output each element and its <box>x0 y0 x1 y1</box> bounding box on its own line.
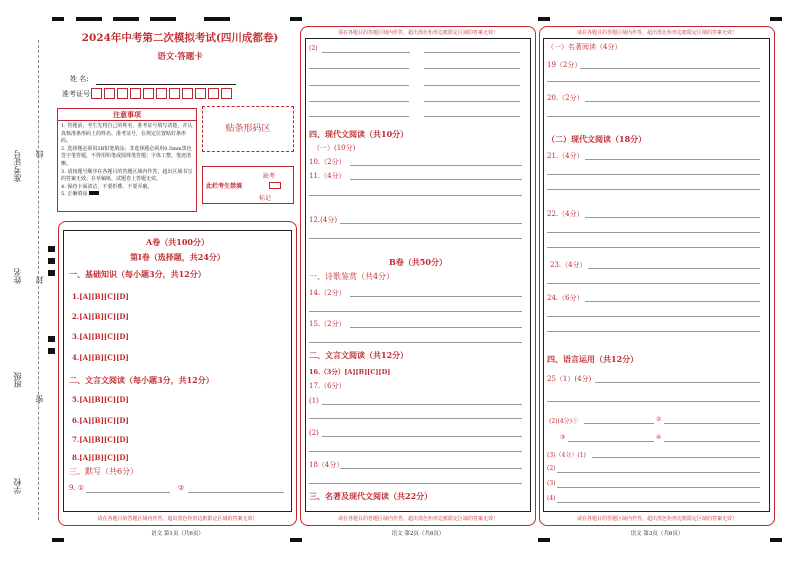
choice-row[interactable]: 8.[A][B][C][D] <box>72 453 129 462</box>
notice-item: 4. 保持卡面清洁，不要折叠、不要弄破。 <box>61 183 153 190</box>
q11-label: 11.（4分） <box>309 172 346 180</box>
registration-mark <box>204 17 230 21</box>
page-title: 2024年中考第二次模拟考试(四川成都卷) <box>81 32 279 44</box>
registration-mark <box>538 538 550 542</box>
page-number: 语文 第1页（共6页） <box>151 531 204 537</box>
registration-mark <box>48 348 55 354</box>
notice-item: 3. 请按题号顺序在各题目的答题区域内作答，超出区域书写的答案无效；在草稿纸、试题卷上答题无效。 <box>61 168 193 183</box>
q25-2b-label: ② <box>656 416 662 423</box>
q25-2c-label: ③ <box>560 434 566 441</box>
section-4-lang-title: 四、语言运用（共12分） <box>547 354 639 364</box>
registration-mark <box>48 258 55 264</box>
seal-line-label: 线 <box>35 150 44 158</box>
binding-line <box>38 40 39 520</box>
name-field[interactable] <box>96 84 236 85</box>
q24-label: 24.（6分） <box>547 294 584 302</box>
answer-line[interactable] <box>86 492 170 493</box>
q-cont-label: (2) <box>309 45 318 52</box>
notice-title: 注意事项 <box>58 109 196 121</box>
q25-3c-label: (3) <box>547 480 556 487</box>
side-exam-no-label: 准考证号 <box>13 150 22 182</box>
barcode-area <box>202 106 294 152</box>
q12-label: 12.(4分) <box>309 216 338 224</box>
q10-label: 10.（2分） <box>309 158 346 166</box>
registration-mark <box>48 270 55 276</box>
footer-warning: 请在各题目的答题区域内作答，超出黑色矩形边框限定区域的答案无效！ <box>97 516 258 522</box>
notice-item: 1. 答题前，考生先将自己的姓名，准考证号填写清楚，并认真核准条形码上的姓名、准考证号，在规定位置贴好条形码。 <box>61 123 193 145</box>
q15-label: 15.（2分） <box>309 320 346 328</box>
notice-item: 2. 选择题必须用2B铅笔填涂；非选择题必须用0.5mm黑色签字笔答题，不得用铅笔或圆珠笔答题；字体工整、笔迹清晰。 <box>61 145 192 167</box>
barcode-label: 贴条形码区 <box>225 124 271 134</box>
section-3-title: 三、默写（共6分） <box>69 467 139 476</box>
registration-mark <box>290 17 302 21</box>
section-a-title: A卷（共100分） <box>146 237 209 247</box>
q22-label: 22.（4分） <box>547 210 584 218</box>
q25-2-label: (2)(4分)① <box>549 418 578 425</box>
registration-mark <box>290 538 302 542</box>
q23-label: 23.（4分） <box>550 261 587 269</box>
q19-label: 19（2分） <box>547 61 582 69</box>
q17-label: 17.（6分） <box>309 382 346 390</box>
q21-label: 21.（4分） <box>547 152 584 160</box>
page-subtitle: 语文·答题卡 <box>157 52 203 62</box>
sub-section-label: （一）(10分) <box>313 144 356 152</box>
sub-section-b-title: （二）现代文阅读（18分） <box>547 134 647 144</box>
q20-label: 20.（2分） <box>547 94 584 102</box>
absent-mark-2: 标记 <box>259 195 272 202</box>
section-b3-title: 三、名著及现代文阅读（共22分） <box>309 491 433 501</box>
choice-row[interactable]: 5.[A][B][C][D] <box>72 395 129 404</box>
registration-mark <box>48 336 55 342</box>
answer-line[interactable] <box>188 492 284 493</box>
name-label: 姓 名: <box>70 75 89 83</box>
registration-mark <box>52 538 64 542</box>
choice-row[interactable]: 6.[A][B][C][D] <box>72 416 129 425</box>
section-b2-title: 二、文言文阅读（共12分） <box>309 350 409 360</box>
exam-no-label: 准考证号: <box>62 90 93 98</box>
side-class-label: 班级 <box>13 372 22 388</box>
q16-label: 16.（3分）[A][B][C][D] <box>309 368 391 376</box>
notice-box <box>57 108 197 212</box>
top-warning: 请在各题目的答题区域内作答，超出黑色矩形边框限定区域的答案无效！ <box>576 30 737 36</box>
q17-sub-2: (2) <box>309 429 319 437</box>
absent-mark-1: 缺考 <box>263 173 276 180</box>
choice-row[interactable]: 4.[A][B][C][D] <box>72 353 129 362</box>
page-number: 语文 第2页（共6页） <box>391 531 445 537</box>
registration-mark <box>48 246 55 252</box>
q9-label: 9. ① <box>69 484 85 492</box>
notice-item: 5. 正确填涂 <box>61 191 193 199</box>
footer-warning: 请在各题目的答题区域内作答，超出黑色矩形边框限定区域的答案无效！ <box>576 516 737 522</box>
q18-label: 18（4分） <box>309 461 344 469</box>
footer-warning: 请在各题目的答题区域内作答，超出黑色矩形边框限定区域的答案无效！ <box>337 516 498 522</box>
registration-mark <box>770 538 782 542</box>
registration-mark <box>770 17 782 21</box>
sub-section-label: （一）名著阅读（4分） <box>547 43 622 51</box>
registration-mark <box>76 17 102 21</box>
registration-mark <box>113 17 139 21</box>
absent-box <box>202 166 294 204</box>
q25-3b-label: (2) <box>547 465 556 472</box>
top-warning: 请在各题目的答题区域内作答，超出黑色矩形边框限定区域的答案无效！ <box>337 30 498 36</box>
section-1-title: 一、基础知识（每小题3分，共12分） <box>69 269 206 279</box>
registration-mark <box>52 17 64 21</box>
page-number: 语文 第3页（共6页） <box>630 531 684 537</box>
seal-line-label: 密 <box>35 395 44 403</box>
choice-row[interactable]: 2.[A][B][C][D] <box>72 312 129 321</box>
section-2-title: 二、文言文阅读（每小题3分，共12分） <box>69 375 214 385</box>
section-b-title: B卷（共50分） <box>389 257 447 267</box>
part1-title: 第Ⅰ卷（选择题，共24分） <box>130 252 225 262</box>
seal-line-label: 封 <box>35 276 44 284</box>
q14-label: 14.（2分） <box>309 289 346 297</box>
q25-3-label: (3)（4分）(1) <box>547 452 586 459</box>
q17-sub-1: (1) <box>309 397 319 405</box>
registration-mark <box>150 17 176 21</box>
q25-3d-label: (4) <box>547 495 556 502</box>
section-b1-title: 一、诗歌鉴赏（共4分） <box>309 272 395 281</box>
absent-label: 此栏考生禁填 <box>206 183 243 190</box>
q25-2d-label: ④ <box>656 434 662 441</box>
q9-label-2: ② <box>178 484 185 492</box>
section-4-title: 四、现代文阅读（共10分） <box>309 129 409 139</box>
side-name-label: 姓名 <box>13 268 22 284</box>
choice-row[interactable]: 7.[A][B][C][D] <box>72 435 129 444</box>
choice-row[interactable]: 3.[A][B][C][D] <box>72 332 129 341</box>
choice-row[interactable]: 1.[A][B][C][D] <box>72 292 129 301</box>
side-school-label: 学校 <box>13 478 22 494</box>
absent-checkbox[interactable] <box>269 182 281 189</box>
q25-label: 25（1）(4分) <box>547 375 592 383</box>
registration-mark <box>538 17 550 21</box>
